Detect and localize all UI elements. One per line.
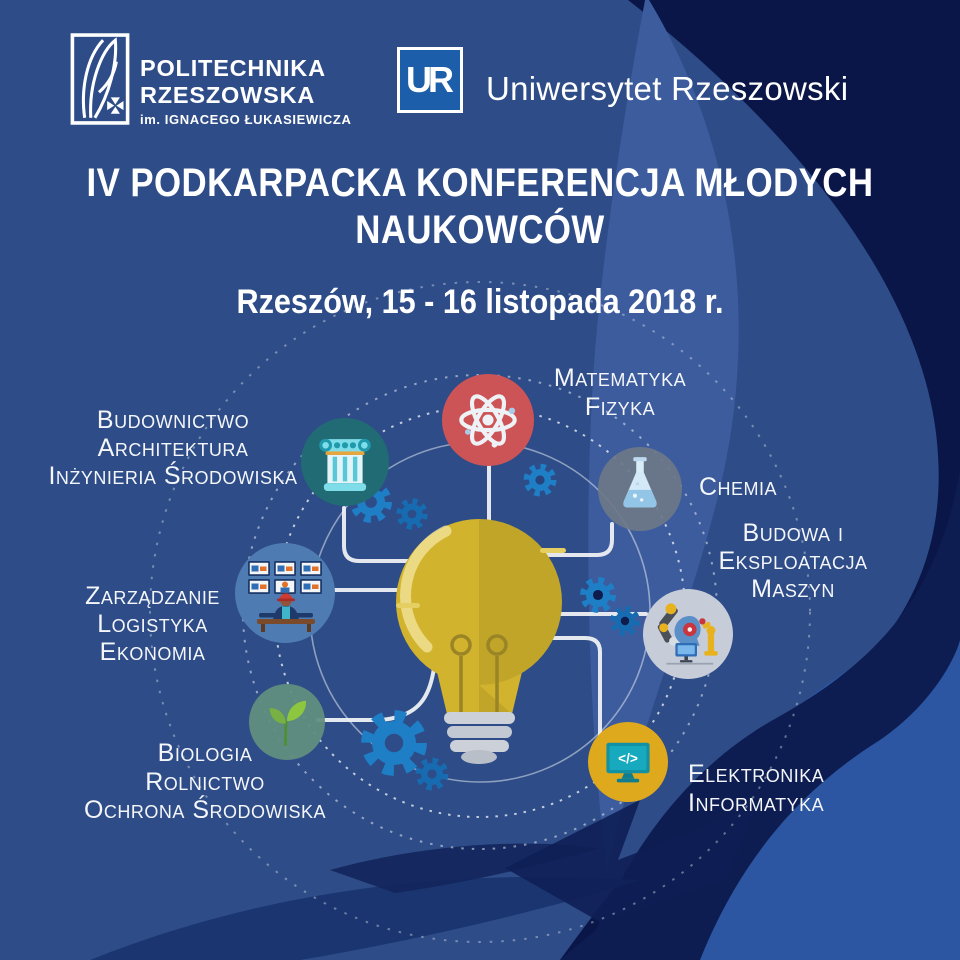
prz-logo-block	[140, 55, 351, 127]
topic-label-chemia: Chemia	[698, 473, 778, 501]
topic-circle-elektronika-informatyka	[588, 722, 668, 802]
ur-name: Uniwersytet Rzeszowski	[486, 70, 849, 107]
topic-label-matematyka-fizyka: Matematyka Fizyka	[553, 364, 687, 421]
conference-date: Rzeszów, 15 - 16 listopada 2018 r.	[236, 283, 724, 321]
ur-monogram-text: UR	[406, 59, 450, 100]
topic-label-zarzadzanie: Zarządzanie Logistyka Ekonomia	[85, 582, 220, 666]
topic-label-elektronika-informatyka: Elektronika Informatyka	[688, 760, 825, 817]
ur-monogram-icon	[397, 47, 463, 113]
title-line1: IV PODKARPACKA KONFERENCJA MŁODYCH	[86, 161, 874, 205]
conference-title	[62, 160, 897, 254]
topic-label-budowa-maszyn: Budowa i Eksploatacja Maszyn	[718, 519, 868, 603]
svg-text:</>: </>	[618, 750, 638, 766]
topic-label-budownictwo: Budownictwo Architektura Inżynieria Środowiska	[48, 406, 298, 490]
prz-name-line2: RZESZOWSKA	[140, 82, 316, 108]
prz-subtitle: im. IGNACEGO ŁUKASIEWICZA	[140, 112, 352, 127]
code-monitor-icon	[588, 722, 668, 802]
title-line2: NAUKOWCÓW	[355, 208, 605, 252]
topic-label-biologia: Biologia Rolnictwo Ochrona Środowiska	[83, 739, 327, 824]
prz-monogram-icon	[70, 33, 130, 125]
prz-name-line1: POLITECHNIKA	[140, 55, 326, 81]
maltese-cross-icon	[107, 97, 123, 113]
